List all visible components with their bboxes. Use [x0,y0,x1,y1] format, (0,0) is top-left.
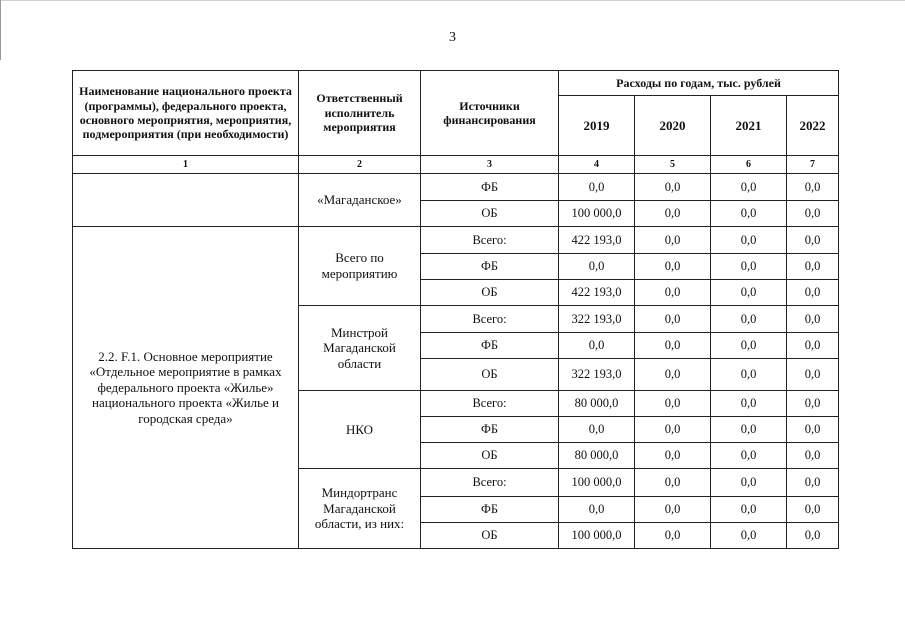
value-cell: 0,0 [635,306,711,333]
funding-source-cell: Всего: [421,469,559,497]
funding-source-cell: Всего: [421,227,559,254]
column-number: 5 [635,156,711,174]
value-cell: 0,0 [635,227,711,254]
header-year: 2022 [787,96,839,156]
value-cell: 0,0 [635,201,711,227]
value-cell: 0,0 [787,391,839,417]
table-row [73,174,839,201]
value-cell: 0,0 [711,254,787,280]
table-row [73,227,839,254]
value-cell: 0,0 [635,254,711,280]
value-cell: 0,0 [711,227,787,254]
executor-cell: «Магаданское» [299,174,421,227]
value-cell: 422 193,0 [559,227,635,254]
value-cell: 0,0 [711,443,787,469]
funding-source-cell: Всего: [421,391,559,417]
value-cell: 0,0 [787,359,839,391]
value-cell: 0,0 [711,306,787,333]
funding-source-cell: ОБ [421,201,559,227]
funding-source-cell: ФБ [421,497,559,523]
value-cell: 0,0 [787,523,839,549]
value-cell: 0,0 [559,417,635,443]
header-funding-source: Источники финансирования [421,71,559,156]
budget-table [72,70,839,549]
value-cell: 0,0 [635,280,711,306]
value-cell: 0,0 [711,497,787,523]
value-cell: 422 193,0 [559,280,635,306]
funding-source-cell: ФБ [421,174,559,201]
value-cell: 0,0 [711,280,787,306]
value-cell: 100 000,0 [559,201,635,227]
value-cell: 0,0 [711,417,787,443]
column-number: 4 [559,156,635,174]
value-cell: 0,0 [559,333,635,359]
value-cell: 0,0 [559,254,635,280]
value-cell: 0,0 [711,359,787,391]
value-cell: 0,0 [787,306,839,333]
column-number: 3 [421,156,559,174]
value-cell: 0,0 [787,469,839,497]
value-cell: 0,0 [787,333,839,359]
value-cell: 0,0 [635,417,711,443]
funding-source-cell: ФБ [421,417,559,443]
executor-cell: Всего по мероприятию [299,227,421,306]
value-cell: 0,0 [711,201,787,227]
funding-source-cell: ФБ [421,333,559,359]
header-executor: Ответственный исполнитель мероприятия [299,71,421,156]
value-cell: 0,0 [635,359,711,391]
value-cell: 0,0 [711,469,787,497]
executor-cell: Миндортранс Магаданской области, из них: [299,469,421,549]
value-cell: 0,0 [635,469,711,497]
value-cell: 0,0 [635,443,711,469]
column-number: 6 [711,156,787,174]
funding-source-cell: ОБ [421,523,559,549]
value-cell: 80 000,0 [559,443,635,469]
value-cell: 0,0 [635,333,711,359]
value-cell: 0,0 [787,280,839,306]
header-expenses-by-year: Расходы по годам, тыс. рублей [559,71,839,96]
value-cell: 0,0 [559,174,635,201]
funding-source-cell: ОБ [421,280,559,306]
value-cell: 0,0 [787,443,839,469]
value-cell: 80 000,0 [559,391,635,417]
header-year: 2020 [635,96,711,156]
value-cell: 0,0 [635,174,711,201]
header-project-name: Наименование национального проекта (программы), федерального проекта, основного мероприятия, мероприятия, подмероприятия (при необходимости) [73,71,299,156]
header-year: 2019 [559,96,635,156]
value-cell: 100 000,0 [559,523,635,549]
scan-edge-line [0,0,905,1]
value-cell: 0,0 [635,523,711,549]
value-cell: 0,0 [711,333,787,359]
value-cell: 322 193,0 [559,306,635,333]
header-row [73,71,839,96]
value-cell: 0,0 [711,523,787,549]
value-cell: 0,0 [787,254,839,280]
page-number: 3 [449,30,456,45]
empty-event-cell [73,174,299,227]
value-cell: 0,0 [711,174,787,201]
column-number: 2 [299,156,421,174]
executor-cell: Минстрой Магаданской области [299,306,421,391]
value-cell: 0,0 [559,497,635,523]
column-number: 7 [787,156,839,174]
value-cell: 0,0 [787,201,839,227]
value-cell: 0,0 [635,391,711,417]
value-cell: 0,0 [787,174,839,201]
funding-source-cell: ФБ [421,254,559,280]
funding-source-cell: Всего: [421,306,559,333]
event-name-cell: 2.2. F.1. Основное мероприятие «Отдельное мероприятие в рамках федерального проекта «Жилье» национального проекта «Жилье и городская среда» [73,227,299,549]
header-year: 2021 [711,96,787,156]
column-number-row [73,156,839,174]
value-cell: 322 193,0 [559,359,635,391]
column-number: 1 [73,156,299,174]
funding-source-cell: ОБ [421,443,559,469]
value-cell: 0,0 [635,497,711,523]
value-cell: 100 000,0 [559,469,635,497]
value-cell: 0,0 [787,497,839,523]
value-cell: 0,0 [787,417,839,443]
funding-source-cell: ОБ [421,359,559,391]
value-cell: 0,0 [787,227,839,254]
value-cell: 0,0 [711,391,787,417]
executor-cell: НКО [299,391,421,469]
